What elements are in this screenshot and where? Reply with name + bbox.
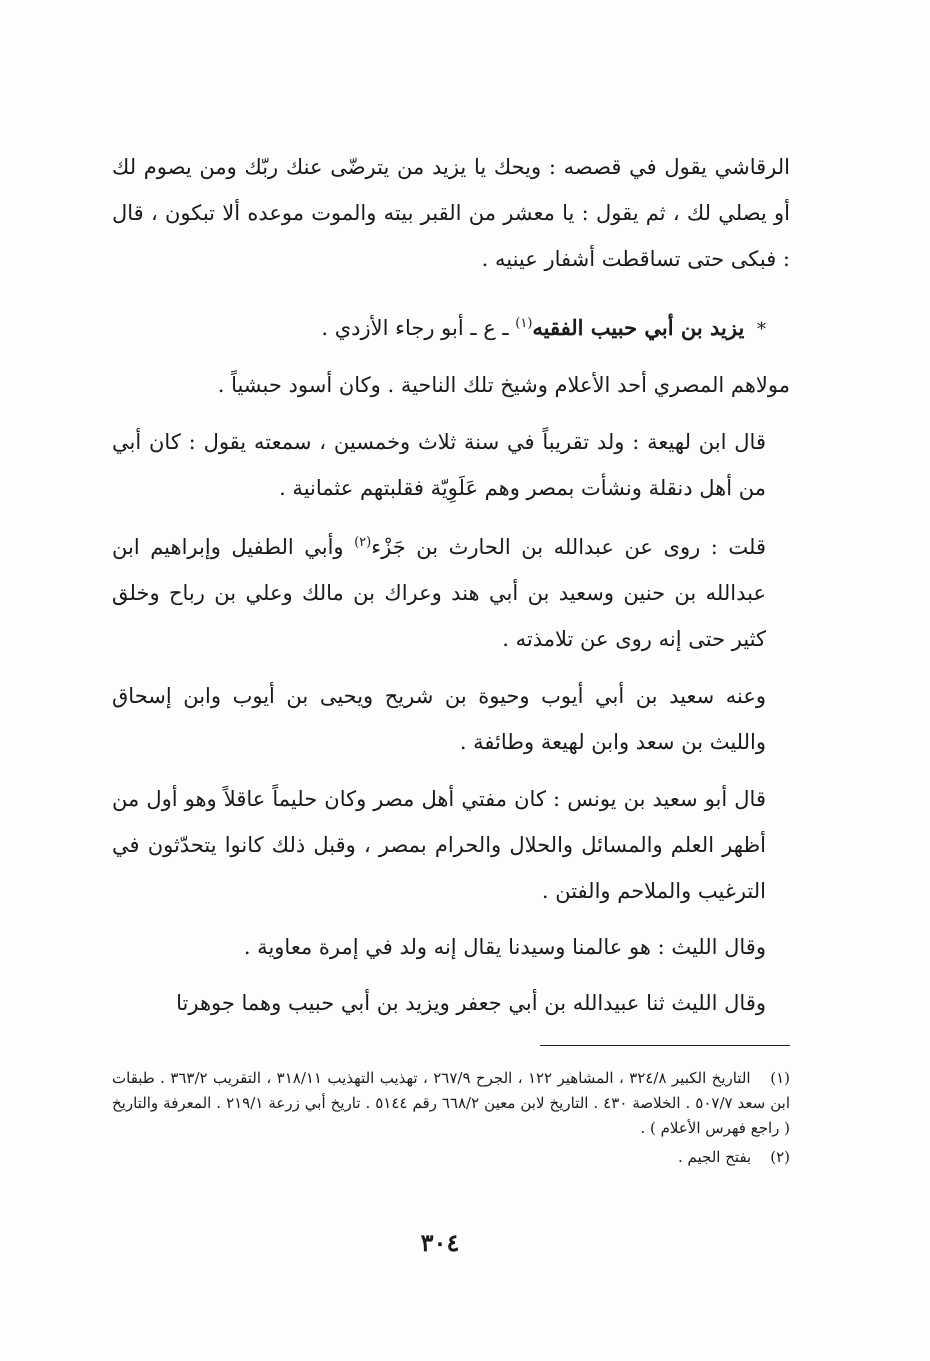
entry-details: ـ ع ـ أبو رجاء الأزدي . [321,316,516,340]
footnote-1-number: (١) [770,1069,790,1087]
paragraph-6 [112,776,790,914]
footnote-2-text: بفتح الجيم . [678,1148,752,1166]
paragraph-5-text: وعنه سعيد بن أبي أيوب وحيوة بن شريح ويحيى بن أيوب وابن إسحاق والليث بن سعد وابن لهيعة وطائفة . [112,684,766,754]
page-number: ٣٠٤ [420,1228,460,1257]
footnote-ref-1: (١) [515,316,533,331]
entry-bullet: * [757,319,766,340]
paragraph-3 [112,419,790,511]
paragraph-2 [112,362,790,408]
paragraph-1 [112,144,790,282]
paragraph-4 [112,524,790,662]
paragraph-7-text: وقال الليث : هو عالمنا وسيدنا يقال إنه ولد في إمرة معاوية . [243,935,766,959]
paragraph-7 [112,924,790,970]
footnote-1-text: التاريخ الكبير ٣٢٤/٨ ، المشاهير ١٢٢ ، الجرح ٢٦٧/٩ ، تهذيب التهذيب ٣١٨/١١ ، التقريب ٣٦٣/٢ . طبقات ابن سعد ٥٠٧/٧ . الخلاصة ٤٣٠ . التاريخ لابن معين ٦٦٨/٢ رقم ٥١٤٤ . تاريخ أبي زرعة ٢١٩/١ . المعرفة والتاريخ ( راجع فهرس الأعلام ) . [112,1069,790,1137]
entry-name: يزيد بن أبي حبيب الفقيه [532,315,745,340]
paragraph-3-text: قال ابن لهيعة : ولد تقريباً في سنة ثلاث وخمسين ، سمعته يقول : كان أبي من أهل دنقلة ونشأت بمصر وهم عَلَوِيّة فقلبتهم عثمانية . [112,430,766,500]
paragraph-5 [112,673,790,765]
footnote-ref-2: (٢) [354,535,372,550]
paragraph-6-text: قال أبو سعيد بن يونس : كان مفتي أهل مصر وكان حليماً عاقلاً وهو أول من أظهر العلم والمسائل والحلال والحرام بمصر ، وقبل ذلك كانوا يتحدّثون في الترغيب والملاحم والفتن . [112,787,766,903]
footnote-1 [112,1066,790,1141]
paragraph-1-text: الرقاشي يقول في قصصه : ويحك يا يزيد من يترضّى عنك ربّك ومن يصوم لك أو يصلي لك ، ثم يقول : يا معشر من القبر بيته والموت موعده ألا تبكون ، قال : فبكى حتى تساقطت أشفار عينيه . [112,155,790,271]
paragraph-2-text: مولاهم المصري أحد الأعلام وشيخ تلك الناحية . وكان أسود حبشياً . [217,373,790,397]
footnotes [112,1066,790,1174]
footnote-2 [112,1145,790,1170]
paragraph-4-text-a: قلت : روى عن عبدالله بن الحارث بن جَزْء [371,535,766,559]
footnote-2-number: (٢) [770,1148,790,1166]
biography-entry-heading [112,305,790,353]
paragraph-4-text-b: وأبي الطفيل وإبراهيم ابن عبدالله بن حنين وسعيد بن أبي هند وعراك بن مالك وعلي بن رباح وخلق كثير حتى إنه روى عن تلامذته . [112,535,766,651]
paragraph-8 [112,980,790,1026]
paragraph-8-text: وقال الليث ثنا عبيدالله بن أبي جعفر ويزيد بن أبي حبيب وهما جوهرتا [176,991,766,1015]
footnote-divider [540,1045,790,1046]
